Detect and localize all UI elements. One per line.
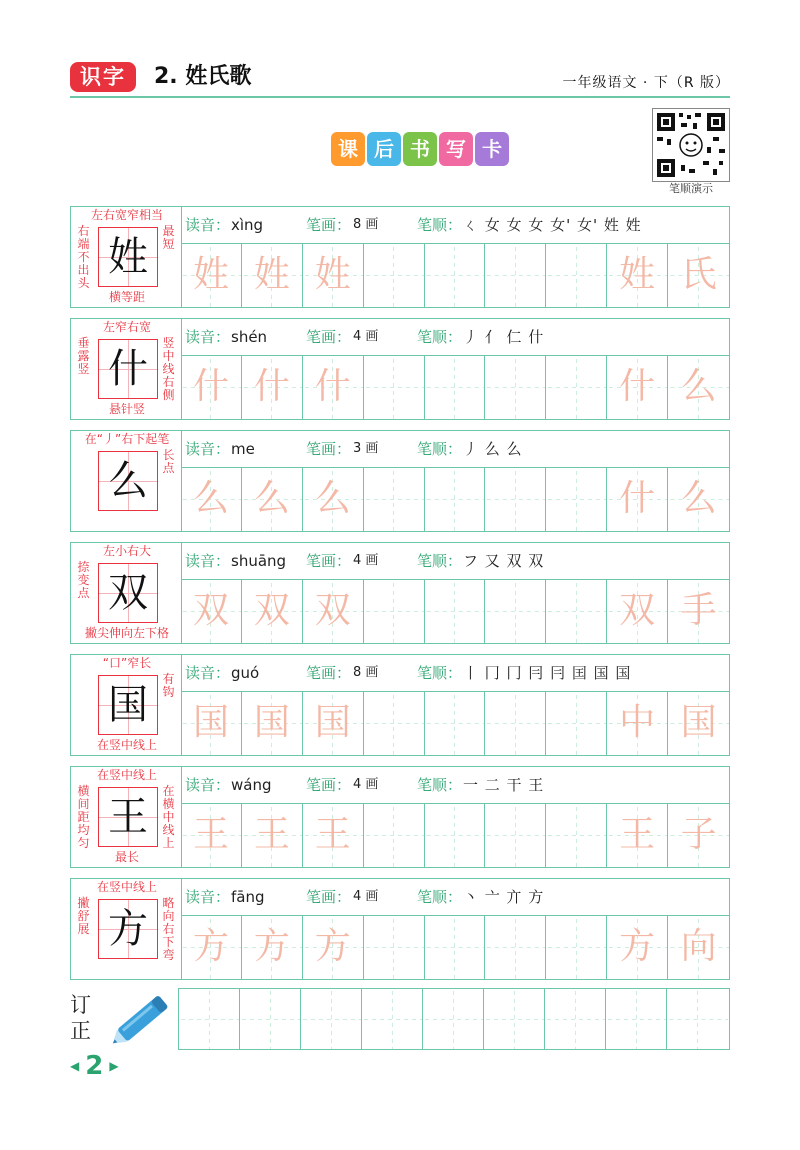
trace-char: 么 (680, 366, 717, 407)
practice-grid (181, 803, 729, 867)
note-top: “口”窄长 (102, 656, 152, 670)
pinyin: shén (231, 328, 268, 346)
char-info (181, 655, 729, 692)
reading-label: 读音： (185, 216, 231, 234)
grid-cell[interactable] (425, 915, 486, 979)
stroke-count: 4 画 (353, 553, 379, 568)
grid-cell[interactable] (485, 579, 546, 643)
grid-cell[interactable] (242, 243, 303, 307)
page-number-value: 2 (85, 1051, 104, 1081)
grid-cell[interactable] (546, 579, 607, 643)
grid-cell[interactable] (364, 915, 425, 979)
grid-cell[interactable] (545, 989, 606, 1049)
pinyin: me (231, 440, 255, 458)
grid-cell[interactable] (668, 803, 729, 867)
stroke-demo-qr[interactable] (652, 108, 730, 194)
char-model-box (98, 339, 158, 399)
trace-char (546, 915, 606, 979)
stroke-count: 4 画 (353, 889, 379, 904)
grid-cell[interactable] (303, 579, 364, 643)
trace-char (546, 691, 606, 755)
grid-cell[interactable] (425, 467, 486, 531)
trace-char (546, 355, 606, 419)
trace-char (425, 467, 485, 531)
grid-cell[interactable] (181, 691, 242, 755)
note-top: 在“丿”右下起笔 (84, 432, 170, 446)
stroke-order: ㄑ 女 女 女 女' 女' 姓 姓 (463, 216, 642, 234)
char-model-panel (71, 543, 182, 643)
pinyin: guó (231, 664, 260, 682)
card-title-tile: 写 (439, 132, 473, 166)
char-model-panel (71, 431, 182, 531)
trace-char: 王 (314, 814, 351, 855)
reading-label: 读音： (185, 888, 231, 906)
note-left: 横间距均匀 (77, 784, 90, 850)
stroke-order: 丿 亻 仁 什 (463, 328, 545, 346)
trace-char: 国 (314, 702, 351, 743)
note-right: 竖中线右侧 (162, 336, 175, 402)
qr-label: 笔顺演示 (669, 182, 713, 195)
stroke-order-label: 笔顺： (417, 776, 463, 794)
trace-char: 什 (619, 478, 656, 519)
pinyin: fāng (231, 888, 265, 906)
grid-cell[interactable] (364, 355, 425, 419)
note-top: 左右宽窄相当 (90, 208, 163, 222)
grid-cell[interactable] (607, 243, 668, 307)
trace-char (425, 579, 485, 643)
grid-cell[interactable] (303, 915, 364, 979)
note-right: 最短 (162, 224, 175, 251)
trace-char: 王 (619, 814, 656, 855)
trace-char: 子 (680, 814, 717, 855)
trace-char: 双 (192, 590, 229, 631)
trace-char: 姓 (619, 254, 656, 295)
stroke-order: フ 又 双 双 (463, 552, 545, 570)
stroke-order: 丶 亠 亣 方 (463, 888, 545, 906)
trace-char (485, 915, 545, 979)
grid-cell[interactable] (242, 467, 303, 531)
note-bottom: 撇尖伸向左下格 (84, 626, 169, 640)
card-title (331, 132, 511, 166)
trace-char (546, 467, 606, 531)
practice-grid (181, 355, 729, 419)
triangle-right-icon: ▶ (109, 1059, 119, 1073)
grid-cell[interactable] (607, 579, 668, 643)
card-title-tile: 后 (367, 132, 401, 166)
reading-label: 读音： (185, 328, 231, 346)
trace-char (425, 691, 485, 755)
grid-cell[interactable] (425, 243, 486, 307)
grid-cell[interactable] (303, 691, 364, 755)
stroke-count-label: 笔画： (306, 552, 352, 570)
trace-char (364, 467, 424, 531)
trace-char (546, 803, 606, 867)
note-left: 垂露竖 (77, 336, 90, 376)
practice-grid (181, 691, 729, 755)
model-char: 姓 (108, 234, 148, 280)
card-title-tile: 卡 (475, 132, 509, 166)
grid-cell[interactable] (546, 467, 607, 531)
trace-char: 方 (192, 926, 229, 967)
model-char: 王 (108, 794, 148, 840)
trace-char (364, 803, 424, 867)
trace-char: 国 (192, 702, 229, 743)
grid-cell[interactable] (364, 579, 425, 643)
card-title-tile: 书 (403, 132, 437, 166)
stroke-order-label: 笔顺： (417, 216, 463, 234)
trace-char: 姓 (314, 254, 351, 295)
stroke-count: 3 画 (353, 441, 379, 456)
note-bottom: 悬针竖 (108, 402, 145, 416)
grid-cell[interactable] (485, 243, 546, 307)
stroke-count: 4 画 (353, 777, 379, 792)
grid-cell[interactable] (546, 915, 607, 979)
char-row (70, 766, 730, 868)
trace-char: 什 (314, 366, 351, 407)
page-number (70, 1052, 119, 1080)
grid-cell[interactable] (485, 355, 546, 419)
trace-char: 双 (253, 590, 290, 631)
grid-cell[interactable] (364, 803, 425, 867)
grid-cell[interactable] (364, 467, 425, 531)
char-info (181, 319, 729, 356)
stroke-order-label: 笔顺： (417, 552, 463, 570)
note-left: 捺变点 (77, 560, 90, 600)
practice-grid (181, 467, 729, 531)
correction-row (70, 988, 730, 1050)
trace-char (485, 355, 545, 419)
stroke-count-label: 笔画： (306, 328, 352, 346)
grid-cell[interactable] (606, 989, 667, 1049)
grid-cell[interactable] (607, 915, 668, 979)
grid-cell[interactable] (181, 355, 242, 419)
grid-cell[interactable] (303, 243, 364, 307)
char-row (70, 878, 730, 980)
stroke-count: 8 画 (353, 217, 379, 232)
trace-char (485, 467, 545, 531)
grid-cell[interactable] (425, 803, 486, 867)
grid-cell[interactable] (485, 467, 546, 531)
reading-label: 读音： (185, 776, 231, 794)
grid-cell[interactable] (484, 989, 545, 1049)
grid-cell[interactable] (242, 579, 303, 643)
stroke-order-label: 笔顺： (417, 328, 463, 346)
trace-char (425, 915, 485, 979)
grid-cell[interactable] (425, 691, 486, 755)
stroke-count-label: 笔画： (306, 216, 352, 234)
char-info (181, 767, 729, 804)
grid-cell[interactable] (485, 803, 546, 867)
trace-char (364, 915, 424, 979)
reading-label: 读音： (185, 440, 231, 458)
correction-grid[interactable] (178, 988, 730, 1050)
char-model-panel (71, 655, 182, 755)
char-model-panel (71, 207, 182, 307)
char-row (70, 206, 730, 308)
char-model-box (98, 227, 158, 287)
trace-char: 向 (680, 926, 717, 967)
grid-cell[interactable] (668, 243, 729, 307)
trace-char (364, 355, 424, 419)
note-bottom: 横等距 (108, 290, 145, 304)
header-divider (70, 96, 730, 98)
trace-char: 王 (253, 814, 290, 855)
char-model-box (98, 787, 158, 847)
char-info (181, 431, 729, 468)
char-row (70, 654, 730, 756)
grid-cell[interactable] (179, 989, 240, 1049)
pencil-icon (102, 988, 182, 1050)
grid-cell[interactable] (485, 691, 546, 755)
trace-char (546, 579, 606, 643)
note-left: 撇舒展 (77, 896, 90, 936)
model-char: 双 (108, 570, 148, 616)
trace-char (364, 691, 424, 755)
grid-cell[interactable] (546, 243, 607, 307)
qr-code-icon[interactable] (652, 108, 730, 182)
trace-char: 中 (619, 702, 656, 743)
trace-char: 王 (192, 814, 229, 855)
practice-grid (181, 915, 729, 979)
trace-char: 氏 (680, 254, 717, 295)
grid-cell[interactable] (242, 915, 303, 979)
trace-char (546, 243, 606, 307)
char-row (70, 542, 730, 644)
grid-cell[interactable] (607, 803, 668, 867)
note-top: 左小右大 (102, 544, 151, 558)
grid-cell[interactable] (607, 467, 668, 531)
trace-char: 双 (619, 590, 656, 631)
stroke-count: 4 画 (353, 329, 379, 344)
trace-char: 手 (680, 590, 717, 631)
trace-char (485, 579, 545, 643)
trace-char: 方 (619, 926, 656, 967)
grade-label: 一年级语文 · 下（R 版） (562, 75, 730, 91)
trace-char: 什 (619, 366, 656, 407)
stroke-order-label: 笔顺： (417, 664, 463, 682)
pinyin: xìng (231, 216, 264, 234)
trace-char (425, 243, 485, 307)
stroke-order: 一 二 干 王 (463, 776, 545, 794)
lesson-title: 2. 姓氏歌 (154, 64, 252, 89)
trace-char: 么 (680, 478, 717, 519)
model-char: 什 (108, 346, 148, 392)
char-model-box (98, 451, 158, 511)
grid-cell[interactable] (668, 915, 729, 979)
section-badge: 识字 (70, 62, 136, 92)
grid-cell[interactable] (301, 989, 362, 1049)
grid-cell[interactable] (668, 467, 729, 531)
note-left: 右端不出头 (77, 224, 90, 290)
trace-char (485, 803, 545, 867)
char-model-box (98, 675, 158, 735)
grid-cell[interactable] (181, 467, 242, 531)
reading-label: 读音： (185, 664, 231, 682)
trace-char: 什 (192, 366, 229, 407)
grid-cell[interactable] (668, 579, 729, 643)
char-model-panel (71, 767, 182, 867)
pinyin: shuāng (231, 552, 287, 570)
stroke-order-label: 笔顺： (417, 440, 463, 458)
grid-cell[interactable] (242, 691, 303, 755)
grid-cell[interactable] (240, 989, 301, 1049)
page-header (70, 58, 730, 98)
trace-char (485, 243, 545, 307)
grid-cell[interactable] (242, 355, 303, 419)
note-right: 在横中线上 (162, 784, 175, 850)
trace-char (425, 355, 485, 419)
trace-char (364, 579, 424, 643)
grid-cell[interactable] (303, 467, 364, 531)
reading-label: 读音： (185, 552, 231, 570)
grid-cell[interactable] (303, 803, 364, 867)
grid-cell[interactable] (546, 691, 607, 755)
trace-char: 方 (314, 926, 351, 967)
trace-char (425, 803, 485, 867)
char-info (181, 879, 729, 916)
grid-cell[interactable] (181, 915, 242, 979)
trace-char: 方 (253, 926, 290, 967)
stroke-count-label: 笔画： (306, 440, 352, 458)
trace-char (485, 691, 545, 755)
char-model-panel (71, 879, 182, 979)
grid-cell[interactable] (607, 355, 668, 419)
trace-char: 么 (192, 478, 229, 519)
stroke-count: 8 画 (353, 665, 379, 680)
trace-char: 什 (253, 366, 290, 407)
grid-cell[interactable] (607, 691, 668, 755)
note-right: 略向右下弯 (162, 896, 175, 962)
note-top: 在竖中线上 (96, 768, 157, 782)
stroke-order: 丨 冂 冂 冃 冃 囯 国 国 (463, 664, 632, 682)
trace-char: 姓 (253, 254, 290, 295)
practice-grid (181, 579, 729, 643)
stroke-count-label: 笔画： (306, 888, 352, 906)
trace-char: 双 (314, 590, 351, 631)
grid-cell[interactable] (362, 989, 423, 1049)
card-title-tile: 课 (331, 132, 365, 166)
char-model-box (98, 563, 158, 623)
model-char: 方 (108, 906, 148, 952)
char-model-box (98, 899, 158, 959)
trace-char: 么 (314, 478, 351, 519)
correction-label: 订正 (70, 993, 91, 1043)
grid-cell[interactable] (668, 691, 729, 755)
char-info (181, 207, 729, 244)
char-model-panel (71, 319, 182, 419)
note-right: 有钩 (162, 672, 175, 699)
trace-char: 姓 (192, 254, 229, 295)
char-row (70, 430, 730, 532)
trace-char: 国 (253, 702, 290, 743)
grid-cell[interactable] (181, 803, 242, 867)
char-info (181, 543, 729, 580)
grid-cell[interactable] (425, 355, 486, 419)
grid-cell[interactable] (546, 355, 607, 419)
model-char: 么 (108, 458, 148, 504)
grid-cell[interactable] (423, 989, 484, 1049)
grid-cell[interactable] (425, 579, 486, 643)
grid-cell[interactable] (668, 355, 729, 419)
grid-cell[interactable] (242, 803, 303, 867)
stroke-order-label: 笔顺： (417, 888, 463, 906)
practice-grid (181, 243, 729, 307)
grid-cell[interactable] (667, 989, 728, 1049)
grid-cell[interactable] (181, 243, 242, 307)
grid-cell[interactable] (364, 243, 425, 307)
trace-char: 么 (253, 478, 290, 519)
pinyin: wáng (231, 776, 272, 794)
trace-char (364, 243, 424, 307)
stroke-count-label: 笔画： (306, 664, 352, 682)
grid-cell[interactable] (364, 691, 425, 755)
triangle-left-icon: ◀ (70, 1059, 80, 1073)
note-right: 长点 (162, 448, 175, 475)
grid-cell[interactable] (303, 355, 364, 419)
stroke-count-label: 笔画： (306, 776, 352, 794)
grid-cell[interactable] (181, 579, 242, 643)
stroke-order: 丿 么 么 (463, 440, 523, 458)
grid-cell[interactable] (485, 915, 546, 979)
note-bottom: 在竖中线上 (96, 738, 157, 752)
note-top: 在竖中线上 (96, 880, 157, 894)
note-top: 左窄右宽 (102, 320, 151, 334)
trace-char: 国 (680, 702, 717, 743)
char-row (70, 318, 730, 420)
model-char: 国 (108, 682, 148, 728)
note-bottom: 最长 (114, 850, 139, 864)
grid-cell[interactable] (546, 803, 607, 867)
